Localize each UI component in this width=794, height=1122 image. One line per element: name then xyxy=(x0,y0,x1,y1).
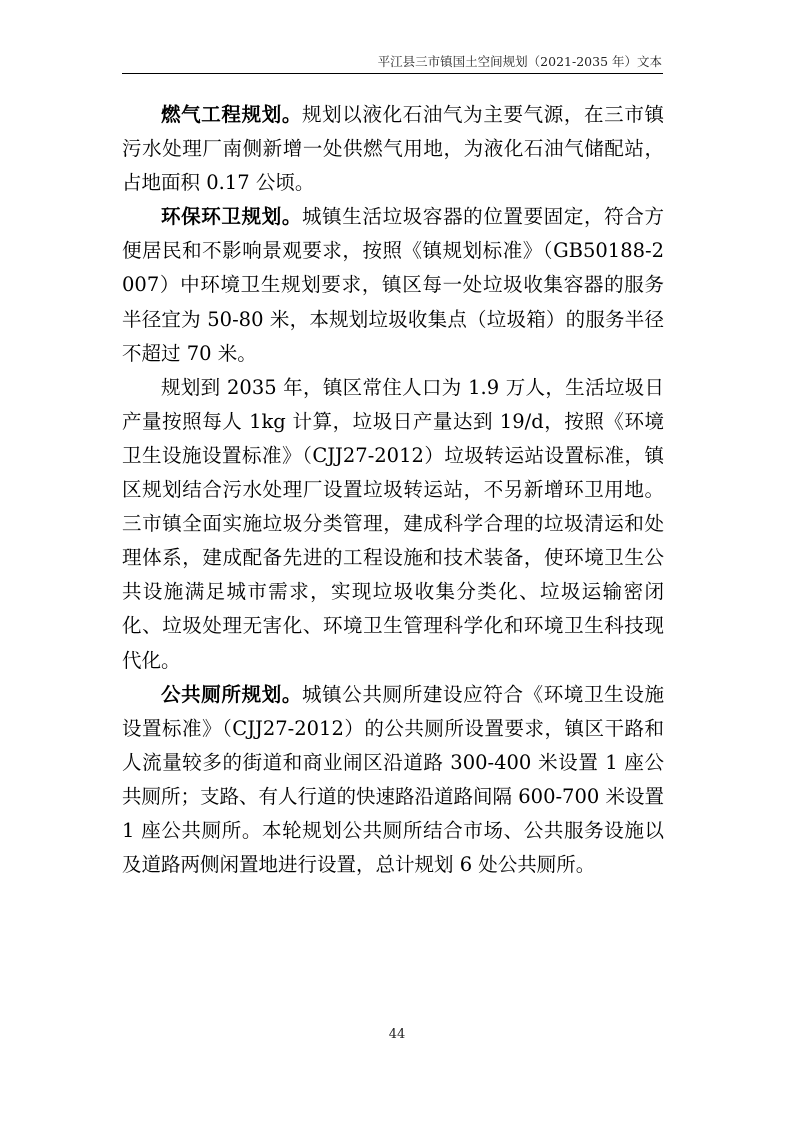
paragraph-text: 规划到 2035 年，镇区常住人口为 1.9 万人，生活垃圾日产量按照每人 1kg 计算，垃圾日产量达到 19/d，按照《环境卫生设施设置标准》（CJJ27-2012）垃圾转运站设置标准，镇区规划结合污水处理厂设置垃圾转运站，不另新增环卫用地。三市镇全面实施垃圾分类管理，建成科学合理的垃圾清运和处理体系，建成配备先进的工程设施和技术装备，使环境卫生公共设施满足城市需求，实现垃圾收集分类化、垃圾运输密闭化、垃圾处理无害化、环境卫生管理科学化和环境卫生科技现代化。 xyxy=(122,375,664,672)
section-lead: 公共厕所规划。 xyxy=(161,682,303,706)
running-header: 平江县三市镇国土空间规划（2021-2035 年）文本 xyxy=(377,54,662,69)
paragraph-gas-engineering xyxy=(122,98,664,200)
paragraph-text: 规划以液化石油气为主要气源，在三市镇污水处理厂南侧新增一处供燃气用地，为液化石油气储配站，占地面积 0.17 公顷。 xyxy=(122,103,664,195)
paragraph-sanitation xyxy=(122,200,664,370)
paragraph-public-toilets xyxy=(122,678,664,883)
paragraph-text: 城镇公共厕所建设应符合《环境卫生设施设置标准》（CJJ27-2012）的公共厕所设置要求，镇区干路和人流量较多的街道和商业闹区沿道路 300-400 米设置 1 座公共厕所；支路、有人行道的快速路沿道路间隔 600-700 米设置 1 座公共厕所。本轮规划公共厕所结合市场、公共服务设施以及道路两侧闲置地进行设置，总计规划 6 处公共厕所。 xyxy=(122,682,664,877)
paragraph-text: 城镇生活垃圾容器的位置要固定，符合方便居民和不影响景观要求，按照《镇规划标准》（GB50188-2007）中环境卫生规划要求，镇区每一处垃圾收集容器的服务半径宜为 50-80 米，本规划垃圾收集点（垃圾箱）的服务半径不超过 70 米。 xyxy=(122,205,664,365)
section-lead: 环保环卫规划。 xyxy=(161,205,303,229)
body-text xyxy=(122,98,664,882)
header-rule xyxy=(122,73,663,74)
section-lead: 燃气工程规划。 xyxy=(161,103,303,126)
paragraph-waste-planning xyxy=(122,371,664,678)
page-number: 44 xyxy=(388,1027,406,1042)
